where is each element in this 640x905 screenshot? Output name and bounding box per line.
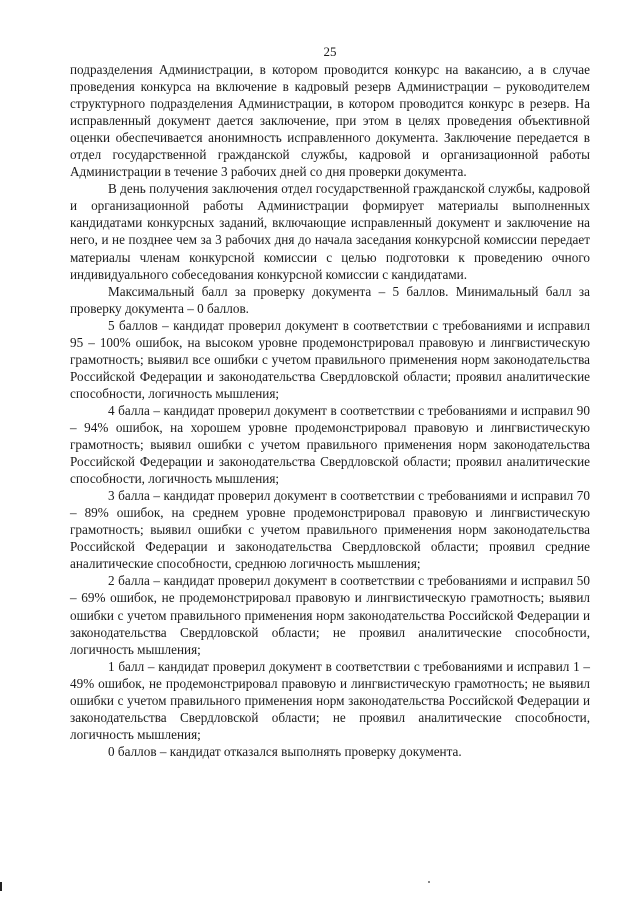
scan-edge-mark <box>0 882 2 891</box>
paragraph-score-range: Максимальный балл за проверку документа – 5 баллов. Минимальный балл за проверку документа – 0 баллов. <box>70 283 590 316</box>
document-body <box>70 61 590 760</box>
paragraph-score-4: 4 балла – кандидат проверил документ в соответствии с требованиями и исправил 90 – 94% ошибок, на хорошем уровне продемонстрировал правовую и лингвистическую грамотность; выявил ошибки с учетом правильного применения норм законодательства Российской Федерации и законодательства Свердловской области; проявил аналитические способности, логичность мышления; <box>70 402 590 487</box>
paragraph-materials-formation: В день получения заключения отдел государственной гражданской службы, кадровой и организационной работы Администрации формирует материалы выполненных кандидатами конкурсных заданий, включающие исправленный документ и заключение на него, и не позднее чем за 3 рабочих дня до начала заседания конкурсной комиссии передает материалы членам конкурсной комиссии с целью подготовки к проведению очного индивидуального собеседования конкурсной комиссии с кандидатами. <box>70 181 590 282</box>
paragraph-score-3: 3 балла – кандидат проверил документ в соответствии с требованиями и исправил 70 – 89% ошибок, на среднем уровне продемонстрировал правовую и лингвистическую грамотность; выявил ошибки с учетом правильного применения норм законодательства Российской Федерации и законодательства Свердловской области; проявил средние аналитические способности, среднюю логичность мышления; <box>70 488 590 572</box>
paragraph-score-2: 2 балла – кандидат проверил документ в соответствии с требованиями и исправил 50 – 69% ошибок, не продемонстрировал правовую и лингвистическую грамотность; выявил ошибки с учетом правильного применения норм законодательства Российской Федерации и законодательства Свердловской области; не проявил аналитические способности, логичность мышления; <box>70 573 590 657</box>
paragraph-continuation: подразделения Администрации, в котором проводится конкурс на вакансию, а в случае проведения конкурса на включение в кадровый резерв Администрации – руководителем структурного подразделения Администрации, в котором проводится конкурс в резерв. На исправленный документ дается заключение, при этом в целях проведения объективной оценки обеспечивается анонимность исправленного документа. Заключение передается в отдел государственной гражданской службы, кадровой и организационной работы Администрации в течение 3 рабочих дней со дня проверки документа. <box>70 62 590 180</box>
paragraph-score-1: 1 балл – кандидат проверил документ в соответствии с требованиями и исправил 1 – 49% ошибок, не продемонстрировал правовую и лингвистическую грамотность; не выявил ошибки с учетом правильного применения норм законодательства Российской Федерации и законодательства Свердловской области; не проявил аналитические способности, логичность мышления; <box>70 658 590 742</box>
scan-speck <box>428 881 430 883</box>
paragraph-score-5: 5 баллов – кандидат проверил документ в соответствии с требованиями и исправил 95 – 100% ошибок, на высоком уровне продемонстрировал правовую и лингвистическую грамотность; выявил все ошибки с учетом правильного применения норм законодательства Российской Федерации и законодательства Свердловской области; проявил аналитические способности, логичность мышления; <box>70 317 590 401</box>
page-number: 25 <box>323 44 337 59</box>
paragraph-score-0: 0 баллов – кандидат отказался выполнять проверку документа. <box>108 743 462 759</box>
